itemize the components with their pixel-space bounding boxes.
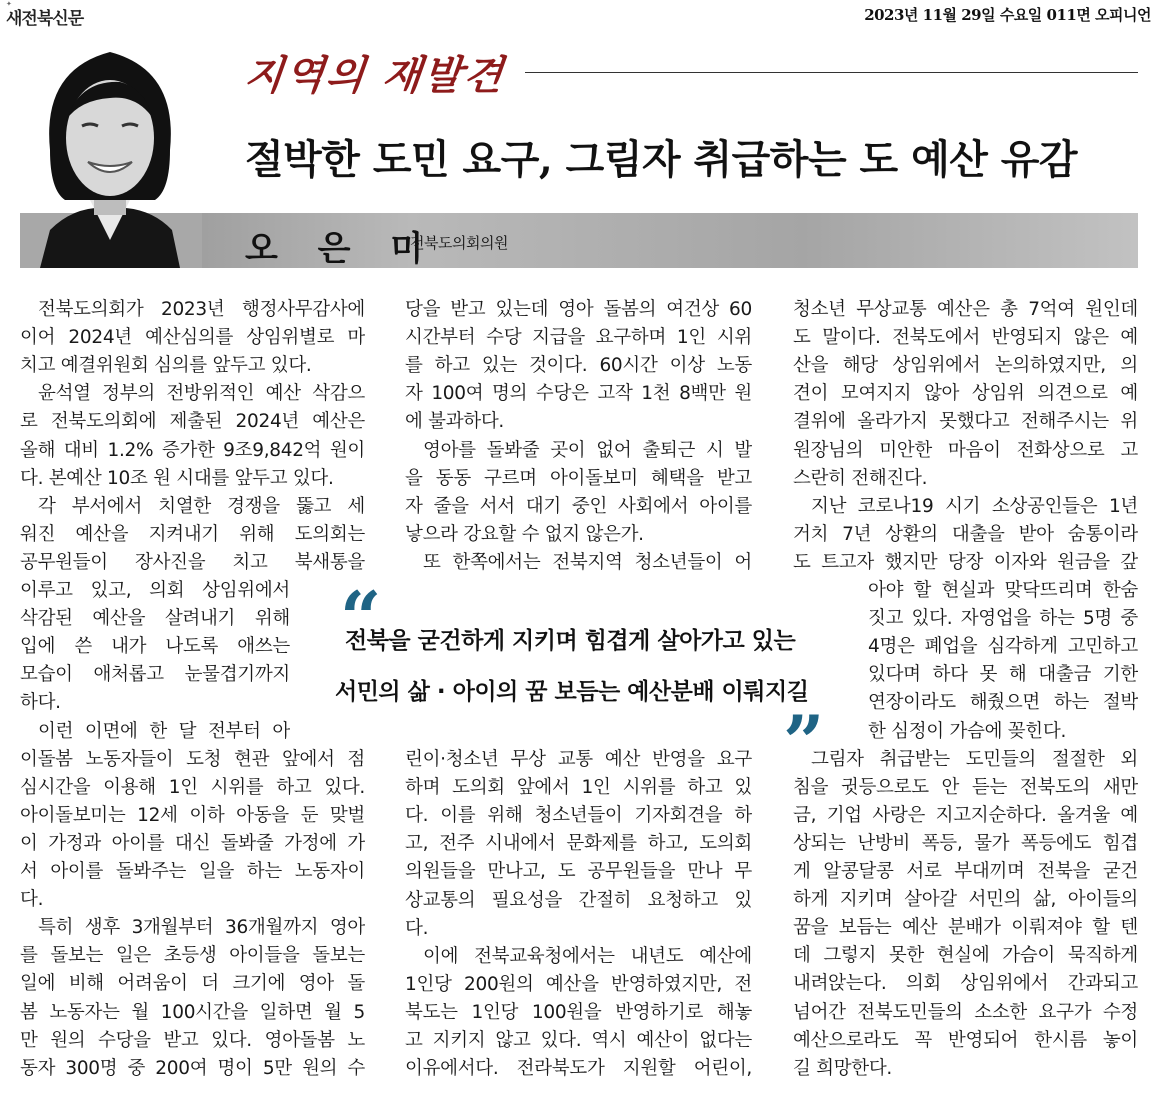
- article-line: 낳으라 강요할 수 없지 않은가.: [405, 523, 644, 545]
- article-line: 아야 할 현실과 맞닥뜨리며 한숨: [868, 580, 1138, 601]
- article-line: 다. 본예산 10조 원 시대를 앞두고 있다.: [20, 467, 334, 489]
- article-line: 서 아이를 돌봐주는 일을 하는 노동자이: [20, 861, 365, 882]
- open-quote-icon: “: [340, 575, 382, 660]
- article-line: 심시간을 이용해 1인 시위를 하고 있다.: [20, 776, 365, 798]
- article-line: 스란히 전해진다.: [793, 467, 928, 489]
- article-line: 금, 기업 사랑은 지고지순하다. 올겨울 예: [793, 804, 1138, 826]
- article-line: 하다.: [20, 692, 61, 714]
- article-line: 견이 모여지지 않아 상임위 의견으로 예: [793, 383, 1138, 405]
- article-line: 꿈을 보듬는 예산 분배가 이뤄져야 할 텐: [793, 917, 1138, 939]
- article-line: 각 부서에서 치열한 경쟁을 뚫고 세: [38, 495, 365, 517]
- article-line: 있다며 하다 못 해 대출금 기한: [868, 664, 1138, 686]
- article-line: 내려앉는다. 의회 상임위에서 간과되고: [793, 973, 1138, 995]
- article-line: 당을 받고 있는데 영아 돌봄의 여건상 60: [405, 299, 752, 320]
- article-line: 도 말이다. 전북도에서 반영되지 않은 예: [793, 327, 1138, 349]
- article-line: 다.: [20, 889, 44, 911]
- article-line: 상교통의 필요성을 간절히 요청하고 있: [405, 889, 752, 911]
- article-line: 예산으로라도 꼭 반영되어 한시름 놓이: [793, 1029, 1138, 1051]
- article-line: 도 트고자 했지만 당장 이자와 원금을 갚: [793, 551, 1138, 573]
- article-line: 이에 전북교육청에서는 내년도 예산에: [423, 945, 752, 967]
- article-line: 의원들을 만나고, 도 공무원들을 만나 무: [405, 861, 752, 883]
- dateline: 2023년 11월 29일 수요일 011면 오피니언: [864, 6, 1151, 24]
- article-line: 를 돌보는 일은 초등생 아이들을 돌보는: [20, 945, 365, 967]
- article-line: 삭감된 예산을 살려내기 위해: [20, 608, 290, 630]
- article-line: 데 그렇지 못한 현실에 가슴이 묵직하게: [793, 945, 1138, 967]
- article-line: 하게 지키며 살아갈 서민의 삶, 아이들의: [793, 889, 1138, 911]
- article-line: 자 100여 명의 수당은 고작 1천 8백만 원: [405, 383, 752, 405]
- article-line: 상되는 난방비 폭등, 물가 폭등에도 힘겹: [793, 832, 1138, 854]
- author-title: 전북도의회의원: [410, 234, 508, 252]
- article-line: 4명은 폐업을 심각하게 고민하고: [868, 636, 1138, 658]
- article-line: 만 원의 수당을 받고 있다. 영아돌봄 노: [20, 1029, 365, 1051]
- divider: [525, 72, 1138, 73]
- article-line: 짓고 있다. 자영업을 하는 5명 중: [868, 608, 1138, 630]
- article-line: 북도는 1인당 100원을 반영하기로 해놓: [405, 1001, 752, 1023]
- article-line: 고, 전주 시내에서 문화제를 하고, 도의회: [405, 833, 752, 855]
- article-line: 영아를 돌봐줄 곳이 없어 출퇴근 시 발: [423, 439, 752, 461]
- article-line: 고 지키지 않고 있다. 역시 예산이 없다는: [405, 1030, 752, 1051]
- article-line: 봄 노동자는 월 100시간을 일하면 월 5: [20, 1001, 365, 1023]
- pull-quote-line: 서민의 삶 · 아이의 꿈 보듬는 예산분배 이뤄지길: [335, 679, 809, 705]
- article-line: 에 불과하다.: [405, 411, 505, 433]
- article-line: 치고 예결위원회 심의를 앞두고 있다.: [20, 355, 312, 377]
- article-line: 게 알콩달콩 서로 부대끼며 전북을 굳건: [793, 861, 1138, 882]
- article-line: 입에 쓴 내가 나도록 애쓰는: [20, 636, 290, 658]
- headline: 절박한 도민 요구, 그림자 취급하는 도 예산 유감: [245, 136, 1078, 183]
- article-line: 산을 해당 상임위에서 논의하였지만, 의: [793, 355, 1138, 377]
- article-line: 다.: [405, 917, 429, 939]
- article-line: 침을 귓등으로도 안 듣는 전북도의 새만: [793, 776, 1138, 798]
- article-line: 윤석열 정부의 전방위적인 예산 삭감으: [38, 383, 365, 405]
- article-line: 올해 대비 1.2% 증가한 9조9,842억 원이: [20, 439, 365, 461]
- author-name: 오 은 미: [245, 229, 438, 269]
- logo-mark: ✦: [6, 0, 12, 8]
- newspaper-logo: 새전북신문: [6, 9, 84, 29]
- series-title: 지역의 재발견: [242, 52, 507, 99]
- article-line: 를 하고 있는 것이다. 60시간 이상 노동: [405, 355, 752, 377]
- article-line: 이어 2024년 예산심의를 상임위별로 마: [20, 327, 365, 349]
- article-line: 이유에서다. 전라북도가 지원할 어린이,: [405, 1058, 752, 1080]
- article-line: 이 가정과 아이를 대신 돌봐줄 가정에 가: [20, 832, 365, 854]
- article-line: 넘어간 전북도민들의 소소한 요구가 수정: [793, 1001, 1138, 1023]
- article-line: 모습이 애처롭고 눈물겹기까지: [20, 664, 290, 686]
- article-line: 자 줄을 서서 대기 중인 사회에서 아이를: [405, 495, 752, 517]
- article-line: 이루고 있고, 의회 상임위에서: [20, 580, 290, 601]
- article-line: 1인당 200원의 예산을 반영하였지만, 전: [405, 973, 752, 995]
- article-line: 시간부터 수당 지급을 요구하며 1인 시위: [405, 327, 752, 349]
- author-photo: [20, 40, 202, 268]
- article-line: 이런 이면에 한 달 전부터 아: [38, 720, 290, 742]
- article-line: 길 희망한다.: [793, 1057, 893, 1079]
- article-line: 청소년 무상교통 예산은 총 7억여 원인데: [793, 299, 1138, 320]
- article-line: 동자 300명 중 200여 명이 5만 원의 수: [20, 1057, 365, 1079]
- article-line: 하며 도의회 앞에서 1인 시위를 하고 있: [405, 777, 752, 799]
- article-line: 아이돌보미는 12세 이하 아동을 둔 맞벌: [20, 804, 365, 826]
- article-line: 특히 생후 3개월부터 36개월까지 영아: [38, 917, 365, 939]
- article-line: 린이·청소년 무상 교통 예산 반영을 요구: [405, 749, 752, 770]
- article-line: 원장님의 미안한 마음이 전화상으로 고: [793, 439, 1138, 461]
- article-line: 로 전북도의회에 제출된 2024년 예산은: [20, 411, 365, 433]
- article-line: 지난 코로나19 시기 소상공인들은 1년: [811, 495, 1138, 517]
- pull-quote-line: 전북을 굳건하게 지키며 힘겹게 살아가고 있는: [345, 628, 796, 654]
- article-line: 이돌봄 노동자들이 도청 현관 앞에서 점: [20, 748, 365, 770]
- article-line: 한 심정이 가슴에 꽂힌다.: [868, 720, 1067, 742]
- article-line: 일에 비해 어려움이 더 크기에 영아 돌: [20, 973, 365, 995]
- article-line: 워진 예산을 지켜내기 위해 도의회는: [20, 523, 365, 545]
- article-line: 공무원들이 장사진을 치고 북새통을: [20, 551, 365, 573]
- article-line: 그림자 취급받는 도민들의 절절한 외: [811, 748, 1138, 770]
- article-line: 을 동동 구르며 아이돌보미 혜택을 받고: [405, 467, 752, 489]
- article-line: 거치 7년 상환의 대출을 받아 숨통이라: [793, 523, 1138, 545]
- article-line: 연장이라도 해줬으면 하는 절박: [868, 692, 1138, 714]
- close-quote-icon: ”: [783, 699, 825, 784]
- article-line: 결위에 올라가지 못했다고 전해주시는 위: [793, 411, 1138, 433]
- article-line: 또 한쪽에서는 전북지역 청소년들이 어: [423, 551, 752, 573]
- article-line: 전북도의회가 2023년 행정사무감사에: [38, 299, 365, 320]
- article-line: 다. 이를 위해 청소년들이 기자회견을 하: [405, 805, 752, 827]
